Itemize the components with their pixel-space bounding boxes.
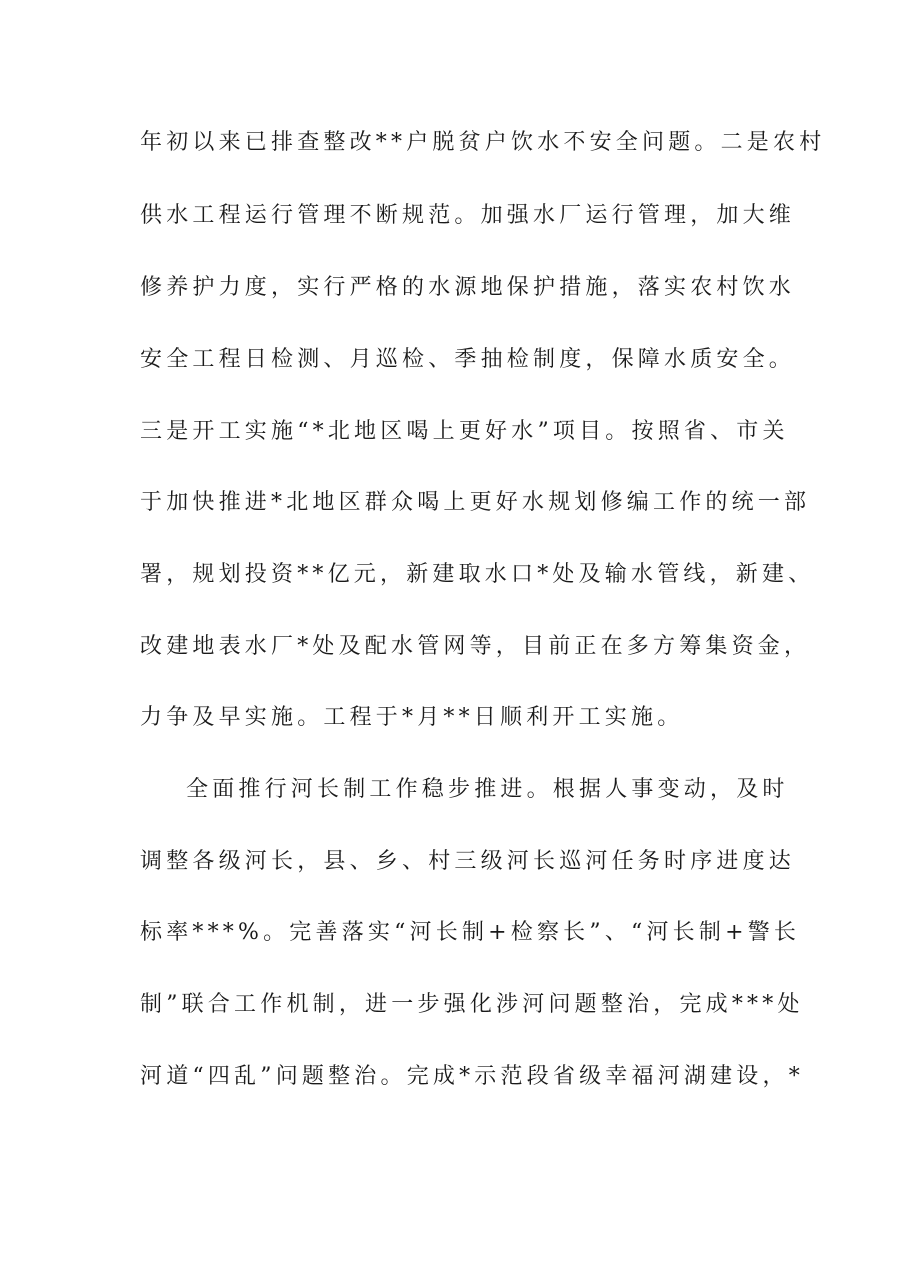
text-line: 河道“四乱”问题整治。完成*示范段省级幸福河湖建设，* [140, 1064, 804, 1089]
text-line: 改建地表水厂*处及配水管网等，目前正在多方筹集资金， [140, 634, 811, 659]
text-line: 年初以来已排查整改**户脱贫户饮水不安全问题。二是农村 [140, 130, 826, 155]
text-line: 制”联合工作机制，进一步强化涉河问题整治，完成***处 [140, 992, 804, 1017]
text-line: 安全工程日检测、月巡检、季抽检制度，保障水质安全。 [140, 347, 796, 372]
text-line: 供水工程运行管理不断规范。加强水厂运行管理，加大维 [140, 203, 796, 228]
text-line: 署，规划投资**亿元，新建取水口*处及输水管线，新建、 [140, 562, 815, 587]
text-line: 于加快推进*北地区群众喝上更好水规划修编工作的统一部 [140, 490, 811, 515]
text-line: 全面推行河长制工作稳步推进。根据人事变动，及时 [186, 777, 789, 802]
text-line: 修养护力度，实行严格的水源地保护措施，落实农村饮水 [140, 275, 796, 300]
text-line: 力争及早实施。工程于*月**日顺利开工实施。 [140, 705, 684, 730]
text-line: 调整各级河长，县、乡、村三级河长巡河任务时序进度达 [140, 849, 796, 874]
text-line: 标率***%。完善落实“河长制+检察长”、“河长制+警长 [140, 920, 801, 945]
text-line: 三是开工实施“*北地区喝上更好水”项目。按照省、市关 [140, 419, 789, 444]
